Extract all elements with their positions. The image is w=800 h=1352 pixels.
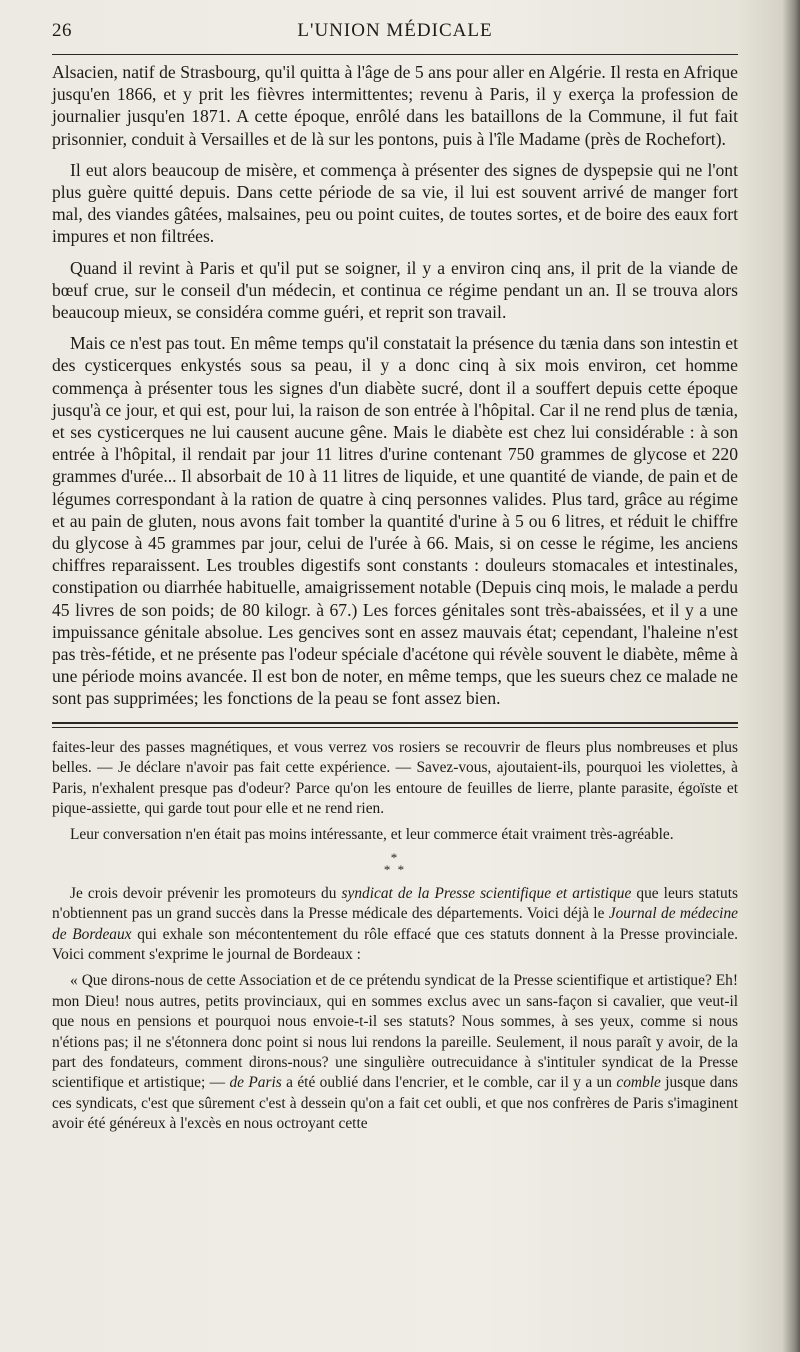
paragraph: [52, 884, 738, 966]
paragraph: Alsacien, natif de Strasbourg, qu'il quitta à l'âge de 5 ans pour aller en Algérie. Il resta en Afrique jusqu'en 1866, et y prit les fièvres intermittentes; revenu à Paris, il y exerça la profession de journalier jusqu'en 1871. A cette époque, enrôlé dans les bataillons de la Commune, il fut fait prisonnier, conduit à Versailles et de là sur les pontons, puis à l'île Madame (près de Rochefort).: [52, 62, 738, 149]
paragraph: Quand il revint à Paris et qu'il put se soigner, il y a environ cinq ans, il prit de la viande de bœuf crue, sur le conseil d'un médecin, et continua ce régime pendant un an. Il se trouva alors beaucoup mieux, se considéra comme guéri, et reprit son travail.: [52, 257, 738, 323]
text-run: jusque dans ces syndicats, c'est que sûrement c'est à dessein qu'on a fait cet oubli, et que nos confrères de Paris s'imaginent avoir été généreux à l'excès en nous octroyant cette: [52, 1074, 739, 1133]
text-run: « Que dirons-nous de cette Association et de ce prétendu syndicat de la Presse scientifique et artistique? Eh! mon Dieu! nous autres, petits provinciaux, qui en sommes exclus avec un sans-façon si cavalier, que veut-il que nous en pensions et pourquoi nous envoie-t-il ses statuts? Nous sommes, à ses yeux, comme si nous n'étions pas; il ne s'étonnera donc point si nous lui rendons la pareille. Seulement, il nous paraît y avoir, de la part des fondateurs, comment dirons-nous? une singulière outrecuidance à s'intituler syndicat de la Presse scientifique et artistique; —: [52, 972, 738, 1092]
paragraph: [52, 971, 738, 1134]
page-number: 26: [52, 20, 72, 41]
paragraph: Leur conversation n'en était pas moins intéressante, et leur commerce était vraiment très-agréable.: [70, 826, 674, 844]
italic-run: Journal de médecine de Bordeaux: [52, 905, 738, 943]
text-run: qui exhale son mécontentement du rôle effacé que ces statuts donnent à la Presse provinciale. Voici comment s'exprime le journal de Bordeaux :: [52, 925, 738, 963]
page-header: [52, 16, 738, 46]
paragraph: faites-leur des passes magnétiques, et vous verrez vos rosiers se recouvrir de fleurs plus nombreuses et plus belles. — Je déclare n'avoir pas fait cette expérience. — Savez-vous, ajoutaient-ils, pourquoi les violettes, à Paris, n'exhalent presque pas d'odeur? Parce qu'on les entoure de feuilles de lierre, plante parasite, égoïste et pique-assiette, qui garde tout pour elle et ne rend rien.: [52, 738, 738, 817]
italic-run: syndicat de la Presse scientifique et artistique: [341, 884, 632, 902]
asterism: [52, 849, 738, 877]
journal-title: L'UNION MÉDICALE: [297, 20, 493, 41]
asterism-top: *: [390, 849, 400, 865]
feuilleton-text: [52, 738, 738, 1135]
italic-run: comble: [616, 1074, 661, 1092]
header-rule: [52, 54, 738, 55]
clinical-case-text: [52, 61, 738, 710]
book-spine-shadow: [782, 0, 800, 1352]
paragraph: Mais ce n'est pas tout. En même temps qu'il constatait la présence du tænia dans son intestin et des cysticerques enkystés sous sa peau, il y a donc cinq à six mois environ, cet homme commença à présenter tous les signes d'un diabète sucré, dont il a souffert depuis cette époque jusqu'à ce jour, et qui est, pour lui, la raison de son entrée à l'hôpital. Car il ne rend plus de tænia, et ses cysticerques ne lui causent aucune gêne. Mais le diabète est chez lui considérable : à son entrée à l'hôpital, il rendait par jour 11 litres d'urine contenant 750 grammes de glycose et 220 grammes d'urée... Il absorbait de 10 à 11 litres de liquide, et une quantité de viande, de pain et de légumes correspondant à la ration de quatre à cinq personnes valides. Plus tard, grâce au régime et au pain de gluten, nous avons fait tomber la quantité d'urine à 5 ou 6 litres, et réduit le chiffre du glycose à 45 grammes par jour, celui de l'urée à 66. Mais, si on cesse le régime, les anciens chiffres reparaissent. Les troubles digestifs sont constants : douleurs stomacales et intestinales, constipation ou diarrhée habituelle, amaigrissement notable (Depuis cinq mois, le malade a perdu 45 livres de son poids; de 80 kilogr. à 67.) Les forces génitales sont très-abaissées, et il y a une impuissance génitale absolue. Les gencives sont en assez mauvais état; cependant, l'haleine n'est pas très-fétide, et ne présente pas l'odeur spéciale d'acétone qui révèle souvent le diabète, même à une période moins avancée. Il est bon de noter, en même temps, que les sueurs chez ce malade ne sont pas supprimées; les fonctions de la peau se font assez bien.: [52, 333, 738, 709]
text-run: a été oublié dans l'encrier, et le comble, car il y a un: [281, 1074, 617, 1092]
feuilleton-divider: [52, 722, 738, 728]
text-run: que leurs statuts n'obtiennent pas un grand succès dans la Presse médicale des départements. Voici déjà le: [52, 884, 739, 923]
paragraph: Il eut alors beaucoup de misère, et commença à présenter des signes de dyspepsie qui ne l'ont plus guère quitté depuis. Dans cette période de sa vie, il lui est souvent arrivé de manger fort mal, des viandes gâtées, malsaines, peu ou point cuites, de toutes sortes, et de boire des eaux fort impures et non filtrées.: [52, 159, 738, 247]
asterism-bottom: * *: [383, 861, 407, 877]
italic-run: de Paris: [229, 1074, 282, 1092]
text-run: Je crois devoir prévenir les promoteurs du: [70, 884, 342, 902]
